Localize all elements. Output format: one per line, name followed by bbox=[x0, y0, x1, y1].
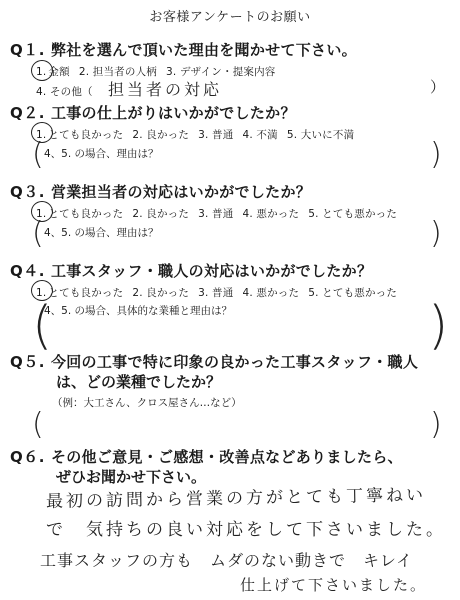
close-paren: ） bbox=[430, 78, 446, 96]
selected-circle-mark bbox=[31, 60, 53, 81]
question-text: 工事スタッフ・職人の対応はいかがでしたか？ bbox=[50, 262, 373, 280]
option-label[interactable]: 金額 bbox=[48, 66, 70, 78]
close-paren: ) bbox=[430, 407, 442, 442]
q2-options bbox=[36, 127, 363, 142]
q1-other bbox=[36, 84, 102, 99]
close-paren: ) bbox=[430, 137, 442, 172]
question-number: Q３. bbox=[10, 183, 45, 201]
option[interactable]: 2. 良かった bbox=[132, 129, 190, 141]
question-number: Q４. bbox=[10, 262, 45, 280]
option[interactable]: 3. 普通 bbox=[198, 208, 234, 220]
open-paren: ( bbox=[32, 137, 44, 172]
option[interactable]: 5. 大いに不満 bbox=[286, 129, 355, 141]
option-label[interactable]: とても良かった bbox=[48, 287, 124, 299]
handwritten-answer-line-1: 最初の訪問から営業の方がとても丁寧ねい bbox=[45, 485, 427, 512]
option-number[interactable]: 1. bbox=[36, 208, 47, 220]
question-text: 営業担当者の対応はいかがでしたか？ bbox=[50, 183, 312, 201]
question-text-line2: ぜひお聞かせ下さい。 bbox=[56, 468, 207, 486]
question-1 bbox=[10, 40, 455, 60]
handwritten-answer-line-4: 仕上げて下さいました。 bbox=[240, 576, 428, 594]
option[interactable]: 4. 悪かった bbox=[242, 287, 300, 299]
option[interactable]: 2. 良かった bbox=[132, 208, 190, 220]
question-text-line1: 今回の工事で特に印象の良かった工事スタッフ・職人 bbox=[50, 353, 419, 371]
question-5 bbox=[10, 352, 455, 392]
open-paren: ( bbox=[32, 216, 44, 251]
option[interactable]: 2. 担当者の人柄 bbox=[78, 66, 157, 78]
open-paren: ( bbox=[32, 407, 44, 442]
question-2 bbox=[10, 103, 455, 123]
handwritten-answer-line-2: で 気持ちの良い対応をして下さいました。 bbox=[46, 520, 446, 540]
other-label: 4. その他（ bbox=[36, 86, 93, 98]
open-paren: ( bbox=[32, 296, 53, 356]
question-number: Q１. bbox=[10, 41, 45, 59]
option[interactable]: 4. 悪かった bbox=[242, 208, 300, 220]
question-text: 弊社を選んで頂いた理由を聞かせて下さい。 bbox=[50, 41, 357, 59]
question-number: Q２. bbox=[10, 104, 45, 122]
option[interactable]: 3. 普通 bbox=[198, 129, 234, 141]
question-number: Q６. bbox=[10, 448, 45, 466]
handwritten-answer: 担当者の対応 bbox=[108, 80, 223, 99]
q3-options bbox=[36, 206, 406, 221]
option-label[interactable]: とても良かった bbox=[48, 129, 124, 141]
reason-label: 4、5. の場合、理由は？ bbox=[44, 148, 159, 160]
option[interactable]: 5. とても悪かった bbox=[308, 287, 398, 299]
q4-options bbox=[36, 285, 406, 300]
option[interactable]: 5. とても悪かった bbox=[308, 208, 398, 220]
question-3 bbox=[10, 182, 455, 202]
option[interactable]: 3. 普通 bbox=[198, 287, 234, 299]
reason-label: 4、5. の場合、理由は？ bbox=[44, 227, 159, 239]
close-paren: ) bbox=[428, 296, 449, 356]
option-number[interactable]: 1. bbox=[36, 66, 47, 78]
question-text: 工事の仕上がりはいかがでしたか？ bbox=[50, 104, 296, 122]
question-number: Q５. bbox=[10, 353, 45, 371]
option-label[interactable]: とても良かった bbox=[48, 208, 124, 220]
question-text-line2: は、どの業種でしたか？ bbox=[56, 373, 222, 391]
option-number[interactable]: 1. bbox=[36, 129, 47, 141]
question-text-line1: その他ご意見・ご感想・改善点などありましたら、 bbox=[50, 448, 403, 466]
page-title: お客様アンケートのお願い bbox=[149, 10, 311, 25]
option-number[interactable]: 1. bbox=[36, 287, 47, 299]
option[interactable]: 2. 良かった bbox=[132, 287, 190, 299]
question-4 bbox=[10, 261, 455, 281]
option[interactable]: 3. デザイン・提案内容 bbox=[165, 66, 276, 78]
close-paren: ) bbox=[430, 216, 442, 251]
handwritten-answer-line-3: 工事スタッフの方も ムダのない動きで キレイ bbox=[40, 551, 414, 570]
example-text: （例：大工さん、クロス屋さん…など） bbox=[52, 397, 242, 409]
option[interactable]: 4. 不満 bbox=[242, 129, 278, 141]
reason-label: 4、5. の場合、具体的な業種と理由は？ bbox=[44, 305, 233, 317]
